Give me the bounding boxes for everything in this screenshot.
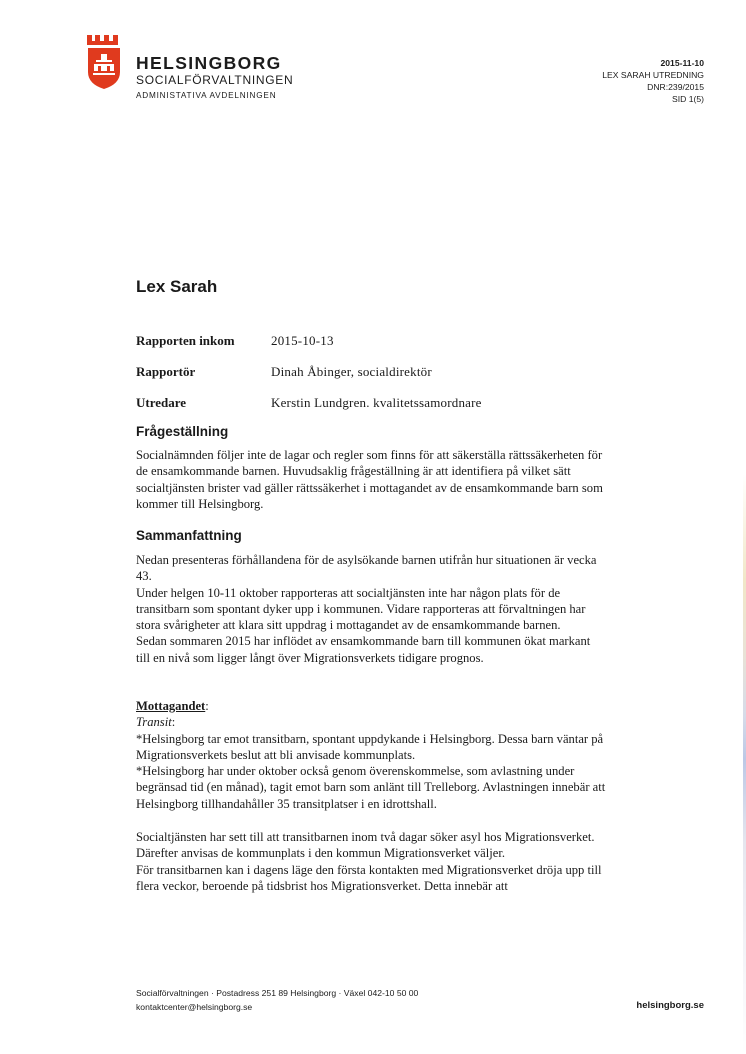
info-value-reporter: Dinah Åbinger, socialdirektör bbox=[271, 364, 432, 379]
paragraph: För transitbarnen kan i dagens läge den första kontakten med Migrationsverket dröja upp till flera veckor, beroende på tidsbrist hos Migrationsverket. Detta innebär att bbox=[136, 862, 602, 893]
section-reception bbox=[136, 698, 606, 812]
reception-heading-text: Mottagandet bbox=[136, 699, 206, 713]
info-label-received: Rapporten inkom bbox=[136, 333, 235, 348]
bullet-item: *Helsingborg har under oktober också genom överenskommelse, som avlastning under begränsad tid (en månad), tagit emot barn som anlänt till Trelleborg. Avlastningen innebär att Helsingborg tillhandahåller 35 transitplatser i en idrottshall. bbox=[136, 764, 606, 811]
page-number: SID 1(5) bbox=[672, 94, 704, 104]
department-name: SOCIALFÖRVALTNINGEN bbox=[136, 73, 294, 87]
bullet-item: *Helsingborg tar emot transitbarn, spontant uppdykande i Helsingborg. Dessa barn väntar på Migrationsverkets beslut att bli anvisade kommunplats. bbox=[136, 731, 604, 762]
info-label-investigator: Utredare bbox=[136, 395, 187, 410]
helsingborg-crest-icon bbox=[86, 34, 122, 90]
document-type: LEX SARAH UTREDNING bbox=[602, 70, 704, 80]
footer-contact bbox=[136, 986, 418, 1014]
transit-subheading-colon: : bbox=[171, 715, 176, 730]
section-text-question bbox=[136, 447, 606, 512]
footer-address: Socialförvaltningen · Postadress 251 89 Helsingborg · Växel 042-10 50 00 bbox=[136, 988, 419, 998]
paragraph: Under helgen 10-11 oktober rapporteras att socialtjänsten inte har någon plats för de transitbarn som spontant dyker upp i kommunen. Vidare rapporteras att förvaltningen har stora svårigheter att klara sitt uppdrag i mottagandet av de ensamkommande barnen. bbox=[136, 585, 586, 633]
unit-name: ADMINISTATIVA AVDELNINGEN bbox=[136, 91, 277, 100]
footer-website-link[interactable]: helsingborg.se bbox=[636, 1000, 704, 1011]
document-meta bbox=[602, 57, 704, 105]
document-date: 2015-11-10 bbox=[660, 58, 704, 68]
organization-name: HELSINGBORG bbox=[136, 53, 282, 73]
section-heading-summary: Sammanfattning bbox=[136, 528, 242, 543]
section-text-reception bbox=[136, 829, 606, 894]
section-heading-reception bbox=[136, 698, 606, 714]
paragraph: Sedan sommaren 2015 har inflödet av ensamkommande barn till kommunen ökat markant till en nivå som ligger långt över Migrationsverkets tidigare prognos. bbox=[136, 634, 591, 665]
section-heading-question: Frågeställning bbox=[136, 424, 229, 439]
info-value-investigator: Kerstin Lundgren. kvalitetssamordnare bbox=[271, 395, 482, 410]
footer-email[interactable]: kontaktcenter@helsingborg.se bbox=[136, 1002, 253, 1012]
subheading-transit bbox=[136, 714, 606, 730]
paragraph: Socialnämnden följer inte de lagar och regler som finns för att säkerställa rättssäkerheten för de ensamkommande barnen. Huvudsaklig frågeställning är att identifiera på vilket sätt socialtjänsten brister vad gäller rättssäkerhet i mottagandet av de ensamkommande barn som kommer till Helsingborg. bbox=[136, 448, 603, 511]
section-text-summary bbox=[136, 552, 606, 666]
transit-subheading-text: Transit bbox=[136, 715, 172, 730]
info-value-received: 2015-10-13 bbox=[271, 333, 334, 348]
document-title: Lex Sarah bbox=[136, 277, 218, 296]
paragraph: Nedan presenteras förhållandena för de asylsökande barnen utifrån hur situationen är vecka 43. bbox=[136, 553, 597, 584]
paragraph: Socialtjänsten har sett till att transitbarnen inom två dagar söker asyl hos Migrationsverket. Därefter anvisas de kommunplats i den kommun Migrationsverket väljer. bbox=[136, 830, 595, 861]
reception-heading-colon: : bbox=[205, 699, 209, 713]
document-dnr: DNR:239/2015 bbox=[647, 82, 704, 92]
info-label-reporter: Rapportör bbox=[136, 364, 196, 379]
